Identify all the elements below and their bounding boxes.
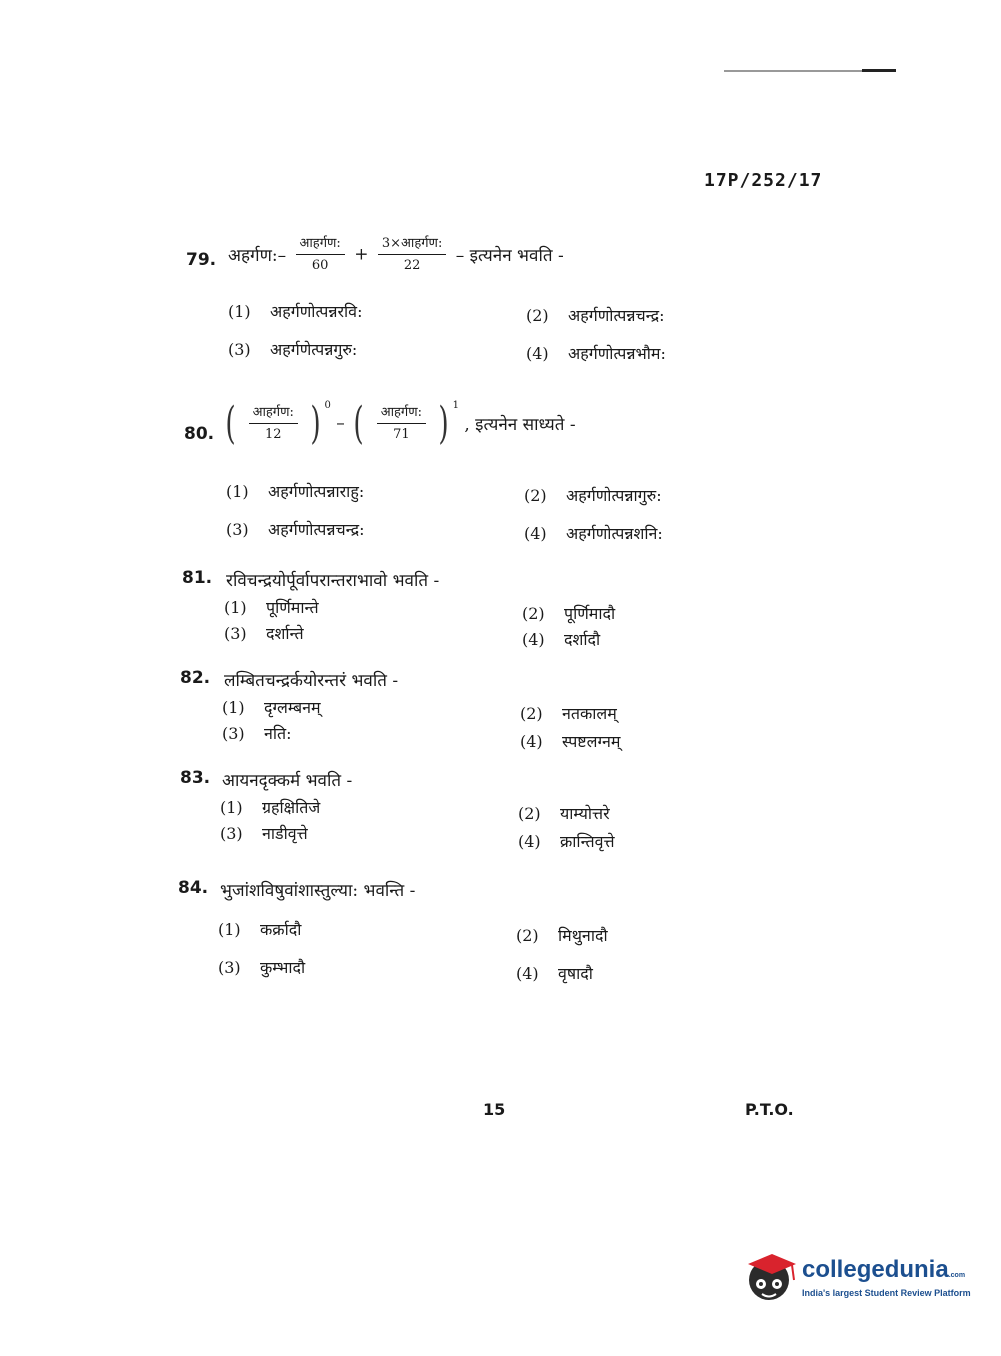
option-number: (2): [520, 704, 543, 723]
minus-sign: –: [336, 413, 345, 434]
question-text: रविचन्द्रयोर्पूर्वापरान्तराभावो भवति -: [226, 571, 440, 591]
collegedunia-logo: [742, 1250, 972, 1310]
option-number: (3): [226, 520, 249, 539]
option-number: (1): [224, 598, 247, 617]
option-2: [516, 924, 608, 946]
fraction-numerator: आहर्गण:: [249, 405, 298, 424]
option-number: (3): [224, 624, 247, 643]
paren-open: (: [225, 397, 236, 449]
mascot-icon: [742, 1250, 800, 1310]
option-number: (2): [524, 486, 547, 505]
fraction-numerator: आहर्गण:: [377, 405, 426, 424]
option-text: कर्क्रादौ: [260, 920, 302, 939]
option-number: (3): [218, 958, 241, 977]
option-4: [516, 962, 593, 984]
paren-close: ): [438, 397, 450, 449]
option-number: (2): [522, 604, 545, 623]
option-1: [224, 596, 319, 618]
question-number: 79.: [186, 250, 217, 270]
option-number: (4): [516, 964, 539, 983]
option-text: अहर्गणोत्पन्नागुरु:: [566, 486, 662, 505]
option-number: (2): [518, 804, 541, 823]
option-text: कुम्भादौ: [260, 958, 306, 977]
question-prefix: अहर्गण:–: [228, 246, 287, 267]
paper-code: 17P/252/17: [704, 170, 823, 191]
option-number: (1): [218, 920, 241, 939]
option-4: [526, 342, 666, 364]
option-text: अहर्गणोत्पन्नचन्द्र:: [568, 306, 665, 325]
question-text: लम्बितचन्द्रर्कयोरन्तरं भवति -: [224, 671, 399, 691]
option-text: पूर्णिमादौ: [564, 604, 616, 623]
fraction: [296, 236, 345, 273]
question-80-text: [222, 397, 576, 449]
fraction: [378, 236, 446, 273]
option-3: [226, 518, 364, 540]
question-suffix: – इत्यनेन भवति -: [455, 246, 564, 267]
option-2: [524, 484, 662, 506]
question-number: 82.: [180, 668, 211, 688]
option-text: पूर्णिमान्ते: [266, 598, 319, 617]
option-text: मिथुनादौ: [558, 926, 608, 945]
fraction-denominator: 60: [311, 257, 329, 273]
option-text: याम्योत्तरे: [560, 804, 610, 823]
option-number: (4): [520, 732, 543, 751]
option-3: [222, 722, 292, 744]
option-3: [220, 822, 308, 844]
option-number: (1): [228, 302, 251, 321]
option-1: [228, 300, 362, 322]
question-number: 80.: [184, 424, 215, 444]
option-1: [226, 480, 364, 502]
option-text: नाडीवृत्ते: [262, 824, 308, 843]
logo-name: collegedunia: [802, 1256, 949, 1283]
option-2: [526, 304, 664, 326]
option-4: [518, 830, 615, 852]
option-1: [222, 696, 321, 718]
option-text: दर्शादौ: [564, 630, 601, 649]
option-2: [520, 702, 617, 724]
option-1: [218, 918, 301, 940]
page-number: 15: [483, 1100, 506, 1119]
option-3: [228, 338, 357, 360]
option-3: [224, 622, 304, 644]
fraction-denominator: 22: [403, 257, 421, 273]
option-number: (1): [226, 482, 249, 501]
pto-label: P.T.O.: [745, 1100, 794, 1119]
question-suffix: , इत्यनेन साध्यते -: [464, 415, 576, 435]
logo-wordmark: [802, 1256, 965, 1284]
option-2: [522, 602, 615, 624]
question-79-text: [228, 236, 564, 273]
option-number: (3): [222, 724, 245, 743]
question-number: 83.: [180, 768, 211, 788]
option-text: ग्रहक्षितिजे: [262, 798, 321, 817]
option-4: [524, 522, 663, 544]
logo-tld: .com: [948, 1272, 966, 1279]
option-text: नति:: [264, 724, 292, 743]
fraction-denominator: 12: [264, 426, 282, 442]
option-text: नतकालम्: [562, 704, 617, 723]
option-number: (2): [526, 306, 549, 325]
option-number: (3): [228, 340, 251, 359]
option-text: अहर्गणोत्पन्नाराहु:: [268, 482, 365, 501]
option-number: (4): [522, 630, 545, 649]
option-number: (4): [524, 524, 547, 543]
top-rule-mark: [862, 69, 896, 72]
logo-tagline: India's largest Student Review Platform: [802, 1288, 971, 1298]
fraction-denominator: 71: [393, 426, 410, 442]
option-1: [220, 796, 320, 818]
option-4: [520, 730, 620, 752]
question-number: 81.: [182, 568, 213, 588]
option-number: (2): [516, 926, 539, 945]
fraction-numerator: आहर्गण:: [296, 236, 345, 255]
plus-sign: +: [354, 244, 369, 265]
question-text: भुजांशविषुवांशास्तुल्या: भवन्ति -: [220, 881, 416, 901]
option-text: अहर्गणोत्पन्नरवि:: [270, 302, 363, 321]
option-number: (4): [526, 344, 549, 363]
option-text: क्रान्तिवृत्ते: [560, 832, 615, 851]
exponent: 0: [324, 400, 331, 411]
question-text: आयनदृक्कर्म भवति -: [222, 771, 353, 791]
option-text: दृग्लम्बनम्: [264, 698, 321, 717]
option-text: वृषादौ: [558, 964, 593, 983]
option-text: अहर्गणोत्पन्नभौम:: [568, 344, 666, 363]
option-number: (4): [518, 832, 541, 851]
option-number: (3): [220, 824, 243, 843]
option-text: अहर्गणोत्पन्नशनि:: [566, 524, 663, 543]
fraction: [377, 405, 426, 442]
exponent: 1: [452, 400, 459, 411]
option-text: अहर्गणोत्पन्नचन्द्र:: [268, 520, 365, 539]
option-text: अहर्गणेत्पन्नगुरु:: [270, 340, 358, 359]
fraction-numerator: 3×आहर्गण:: [378, 236, 446, 255]
paren-close: ): [310, 397, 322, 449]
option-text: दर्शान्ते: [266, 624, 304, 643]
option-number: (1): [222, 698, 245, 717]
option-4: [522, 628, 600, 650]
option-text: स्पष्टलग्नम्: [562, 732, 621, 751]
fraction: [249, 405, 298, 442]
paren-open: (: [353, 397, 364, 449]
option-3: [218, 956, 305, 978]
option-number: (1): [220, 798, 243, 817]
question-number: 84.: [178, 878, 209, 898]
option-2: [518, 802, 610, 824]
